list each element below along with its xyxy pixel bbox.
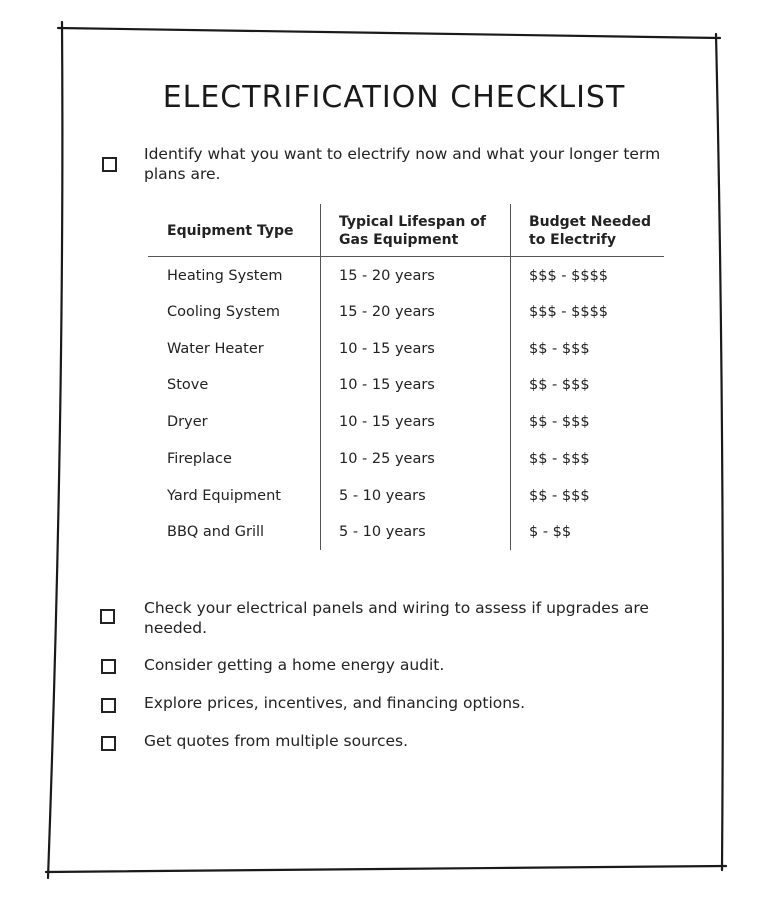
header-equipment-type (167, 222, 294, 240)
header-budget (529, 213, 651, 249)
cell-budget: $ - $$ (529, 524, 572, 540)
checklist-item-electrical-panels (144, 598, 649, 638)
cell-equipment: BBQ and Grill (167, 524, 265, 540)
checkbox-explore-prices[interactable] (101, 698, 116, 713)
checkbox-electrical-panels[interactable] (100, 609, 115, 624)
cell-equipment: Yard Equipment (167, 488, 281, 504)
checklist-item-energy-audit: Consider getting a home energy audit. (144, 656, 445, 674)
cell-budget: $$$ - $$$$ (529, 304, 609, 320)
cell-lifespan: 10 - 15 years (339, 341, 435, 357)
checklist-item-line: Identify what you want to electrify now and what your longer term (144, 145, 661, 163)
checklist-item-get-quotes: Get quotes from multiple sources. (144, 732, 409, 750)
cell-equipment: Dryer (167, 414, 208, 430)
checklist-item-line: plans are. (144, 165, 221, 183)
checkbox-energy-audit[interactable] (101, 659, 116, 674)
header-line: Typical Lifespan of (339, 214, 486, 230)
checklist-item-explore-prices: Explore prices, incentives, and financing options. (144, 694, 526, 712)
cell-lifespan: 10 - 25 years (339, 451, 435, 467)
header-divider (148, 256, 664, 257)
page-title: ELECTRIFICATION CHECKLIST (162, 80, 626, 115)
header-line: Gas Equipment (339, 232, 459, 248)
cell-budget: $$ - $$$ (529, 341, 590, 357)
cell-budget: $$ - $$$ (529, 488, 590, 504)
cell-lifespan: 10 - 15 years (339, 414, 435, 430)
cell-equipment: Stove (167, 377, 209, 393)
cell-lifespan: 10 - 15 years (339, 377, 435, 393)
header-lifespan (339, 213, 486, 249)
cell-equipment: Fireplace (167, 451, 232, 467)
cell-budget: $$ - $$$ (529, 377, 590, 393)
cell-equipment: Water Heater (167, 341, 264, 357)
cell-lifespan: 5 - 10 years (339, 488, 426, 504)
cell-lifespan: 5 - 10 years (339, 524, 426, 540)
equipment-table (148, 204, 664, 550)
header-line: Equipment Type (167, 223, 294, 239)
checkbox-get-quotes[interactable] (101, 736, 116, 751)
cell-budget: $$ - $$$ (529, 414, 590, 430)
cell-budget: $$ - $$$ (529, 451, 590, 467)
checklist-item-line: Check your electrical panels and wiring to assess if upgrades are (144, 599, 649, 617)
checklist-item-identify (144, 144, 660, 184)
header-line: to Electrify (529, 232, 616, 248)
checkbox-identify[interactable] (102, 157, 117, 172)
cell-budget: $$$ - $$$$ (529, 268, 609, 284)
cell-lifespan: 15 - 20 years (339, 268, 435, 284)
header-line: Budget Needed (529, 214, 651, 230)
cell-equipment: Cooling System (167, 304, 280, 320)
checklist-item-line: needed. (144, 619, 208, 637)
cell-equipment: Heating System (167, 268, 283, 284)
cell-lifespan: 15 - 20 years (339, 304, 435, 320)
